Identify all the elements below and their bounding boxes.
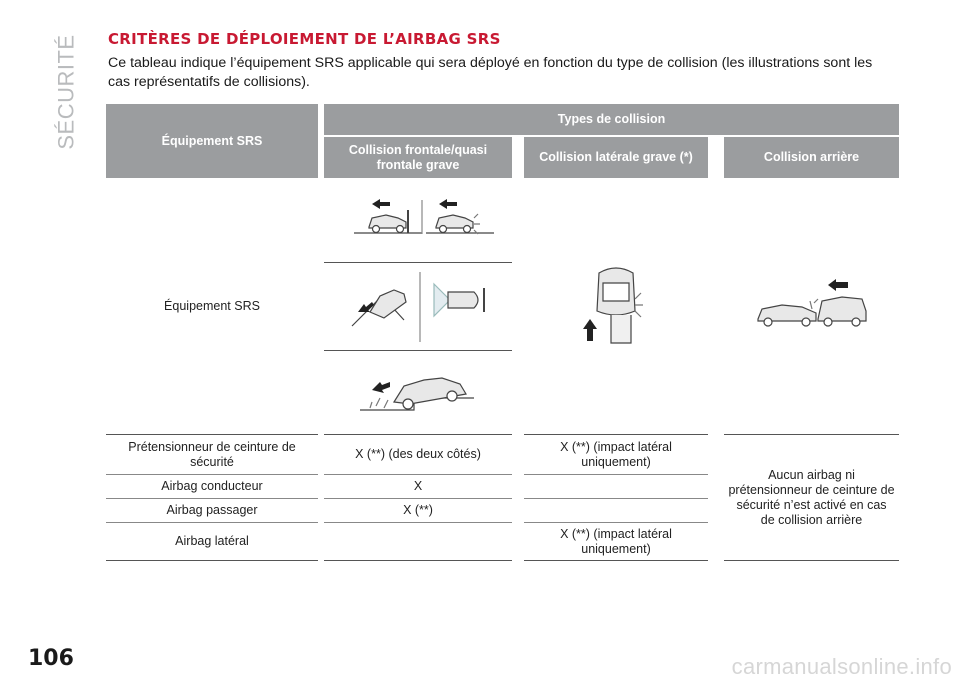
watermark: carmanualsonline.info bbox=[731, 654, 952, 678]
row-label: Airbag latéral bbox=[106, 523, 318, 561]
intro-paragraph: Ce tableau indique l’équipement SRS applicable qui sera déployé en fonction du type de collision (les illustrations sont les cas représentatifs de collisions). bbox=[108, 55, 873, 90]
cell-lateral: X (**) (impact latéral uniquement) bbox=[524, 435, 708, 475]
cell-frontal bbox=[324, 523, 512, 561]
car-oblique-wall-icon bbox=[324, 266, 512, 346]
col-header-rear: Collision arrière bbox=[724, 136, 899, 178]
cell-lateral bbox=[524, 499, 708, 523]
car-front-wall-icon bbox=[324, 178, 512, 258]
cell-rear-note: Aucun airbag ni prétensionneur de ceinture de sécurité n’est activé en cas de collision arrière bbox=[724, 435, 899, 561]
car-side-impact-icon bbox=[571, 261, 661, 351]
rear-illustration bbox=[724, 178, 899, 435]
lateral-illustration bbox=[524, 178, 708, 435]
col-header-lateral: Collision latérale grave (*) bbox=[524, 136, 708, 178]
row-label-equipment: Équipement SRS bbox=[164, 298, 260, 313]
car-ditch-icon bbox=[324, 354, 512, 434]
page-number: 106 bbox=[28, 646, 74, 671]
col-header-frontal: Collision frontale/quasi frontale grave bbox=[324, 136, 512, 178]
table-row bbox=[106, 435, 899, 475]
row-label: Airbag passager bbox=[106, 499, 318, 523]
section-heading: CRITÈRES DE DÉPLOIEMENT DE L’AIRBAG SRS bbox=[108, 30, 501, 48]
cell-frontal: X (**) bbox=[324, 499, 512, 523]
cell-lateral: X (**) (impact latéral uniquement) bbox=[524, 523, 708, 561]
car-rear-impact-icon bbox=[752, 271, 872, 341]
col-header-equipment: Équipement SRS bbox=[106, 104, 318, 178]
cell-frontal: X (**) (des deux côtés) bbox=[324, 435, 512, 475]
section-label: SÉCURITÉ bbox=[54, 34, 79, 150]
frontal-illustrations bbox=[324, 178, 512, 435]
cell-frontal: X bbox=[324, 475, 512, 499]
row-label: Prétensionneur de ceinture de sécurité bbox=[106, 435, 318, 475]
cell-lateral bbox=[524, 475, 708, 499]
illustration-row bbox=[106, 178, 899, 435]
col-header-collision-types: Types de collision bbox=[324, 104, 899, 136]
row-label: Airbag conducteur bbox=[106, 475, 318, 499]
srs-deployment-table bbox=[106, 104, 899, 561]
